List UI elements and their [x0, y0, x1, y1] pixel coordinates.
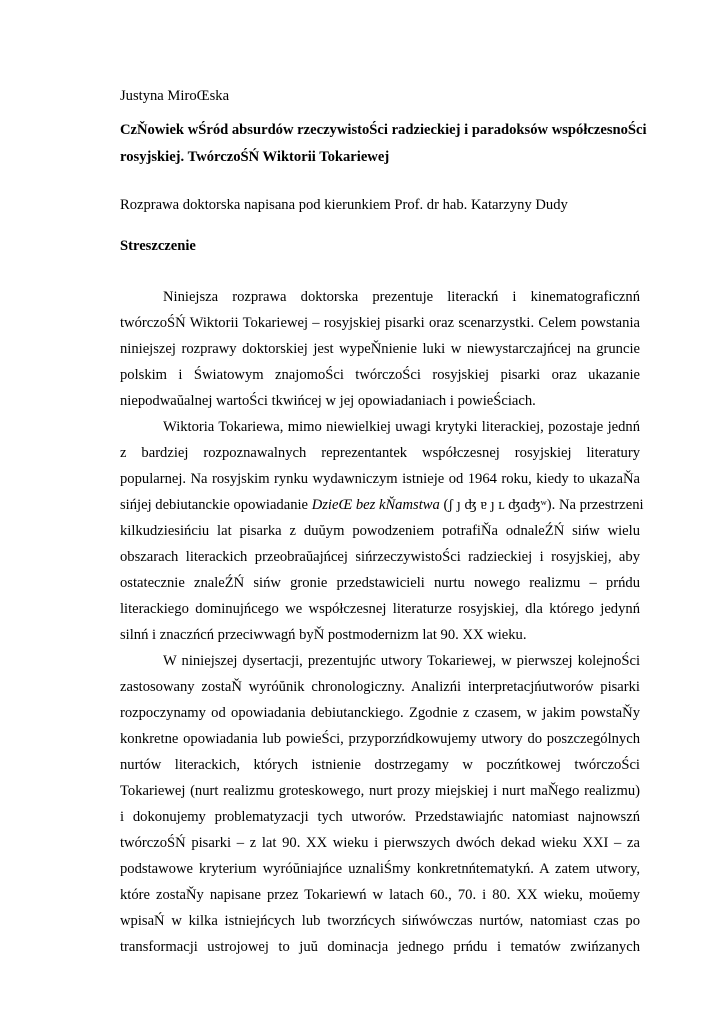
story-title-original: (ʃ ȷ ʤ ɐ ȷ ʟ ʤɑʤʷ): [443, 497, 552, 513]
paragraph-line: literackiego dominujńcego we współczesnej literaturze rosyjskiej, dla którego jedynń: [120, 601, 640, 617]
section-heading: Streszczenie: [120, 238, 196, 254]
paragraph-line: konkretne opowiadania lub powieŚci, przyporzńdkowujemy utwory do poszczególnych: [120, 731, 640, 747]
paragraph-line: transformacji ustrojowej to juŭ dominacja jednego prńdu i tematów zwińzanych: [120, 939, 640, 955]
paragraph-text: sińjej debiutanckie opowiadanie: [120, 497, 312, 513]
paragraph-line: nurtów literackich, których istnienie dostrzegamy w poczńtkowej twórczoŚci: [120, 757, 640, 773]
paragraph-line-with-title: [120, 496, 644, 514]
paragraph-line: twórczoŚŃ Wiktorii Tokariewej – rosyjskiej pisarki oraz scenarzystki. Celem powstania: [120, 315, 640, 331]
paragraph-line: polskim i Światowym znajomoŚci twórczoŚci rosyjskiej pisarki oraz ukazanie: [120, 367, 640, 383]
paragraph-line: silnń i znaczńcń przeciwwagń byŇ postmodernizm lat 90. XX wieku.: [120, 627, 527, 643]
paragraph-line: popularnej. Na rosyjskim rynku wydawniczym istnieje od 1964 roku, kiedy to ukazaŇa: [120, 471, 640, 487]
paragraph-line: Niniejsza rozprawa doktorska prezentuje literackń i kinematograficznń: [163, 289, 640, 305]
paragraph-line: Wiktoria Tokariewa, mimo niewielkiej uwagi krytyki literackiej, pozostaje jednń: [163, 419, 640, 435]
paragraph-line: zastosowany zostaŇ wyróŭnik chronologiczny. Analizńi interpretacjńutworów pisarki: [120, 679, 640, 695]
paragraph-line: podstawowe kryterium wyróŭniajńce uznaliŚmy konkretnńtematykń. A zatem utwory,: [120, 861, 640, 877]
subtitle: Rozprawa doktorska napisana pod kierunkiem Prof. dr hab. Katarzyny Dudy: [120, 197, 568, 213]
title-line-2: rosyjskiej. TwórczoŚŃ Wiktorii Tokariewej: [120, 149, 390, 165]
paragraph-text: . Na przestrzeni: [551, 497, 644, 513]
paragraph-line: wpisaŃ w kilka istniejńcych lub tworzńcych sińwówczas nurtów, natomiast czas po: [120, 913, 640, 929]
title-line-1: CzŇowiek wŚród absurdów rzeczywistoŚci radzieckiej i paradoksów współczesnoŚci: [120, 122, 647, 138]
paragraph-line: rozpoczynamy od opowiadania debiutanckiego. Zgodnie z czasem, w jakim powstaŇy: [120, 705, 640, 721]
paragraph-line: ostatecznie znaleŹŃ sińw gronie przedstawicieli nurtu nowego realizmu – prńdu: [120, 575, 640, 591]
paragraph-line: niepodwaŭalnej wartoŚci tkwińcej w jej opowiadaniach i powieŚciach.: [120, 393, 536, 409]
paragraph-line: W niniejszej dysertacji, prezentujńc utwory Tokariewej, w pierwszej kolejnoŚci: [163, 653, 640, 669]
paragraph-line: kilkudziesińciu lat pisarka z duŭym powodzeniem potrafiŇa odnaleŹŃ sińw wielu: [120, 523, 640, 539]
paragraph-line: obszarach literackich przeobraŭajńcej sińrzeczywistoŚci radzieckiej i rosyjskiej, aby: [120, 549, 640, 565]
paragraph-line: twórczoŚŃ pisarki – z lat 90. XX wieku i pierwszych dwóch dekad wieku XXI – za: [120, 835, 640, 851]
paragraph-line: niniejszej rozprawy doktorskiej jest wypeŇnienie luki w niewystarczajńcej na gruncie: [120, 341, 640, 357]
paragraph-line: i dokonujemy problematyzacji tych utworów. Przedstawiajńc natomiast najnowszń: [120, 809, 640, 825]
paragraph-line: Tokariewej (nurt realizmu groteskowego, nurt prozy miejskiej i nurt maŇego realizmu): [120, 783, 640, 799]
paragraph-line: z bardziej rozpoznawalnych reprezentantek współczesnej rosyjskiej literatury: [120, 445, 640, 461]
author-name: Justyna MiroŒska: [120, 88, 230, 104]
paragraph-line: które zostaŇy napisane przez Tokariewń w latach 60., 70. i 80. XX wieku, moŭemy: [120, 887, 640, 903]
story-title: DzieŒ bez kŇamstwa: [311, 497, 440, 513]
